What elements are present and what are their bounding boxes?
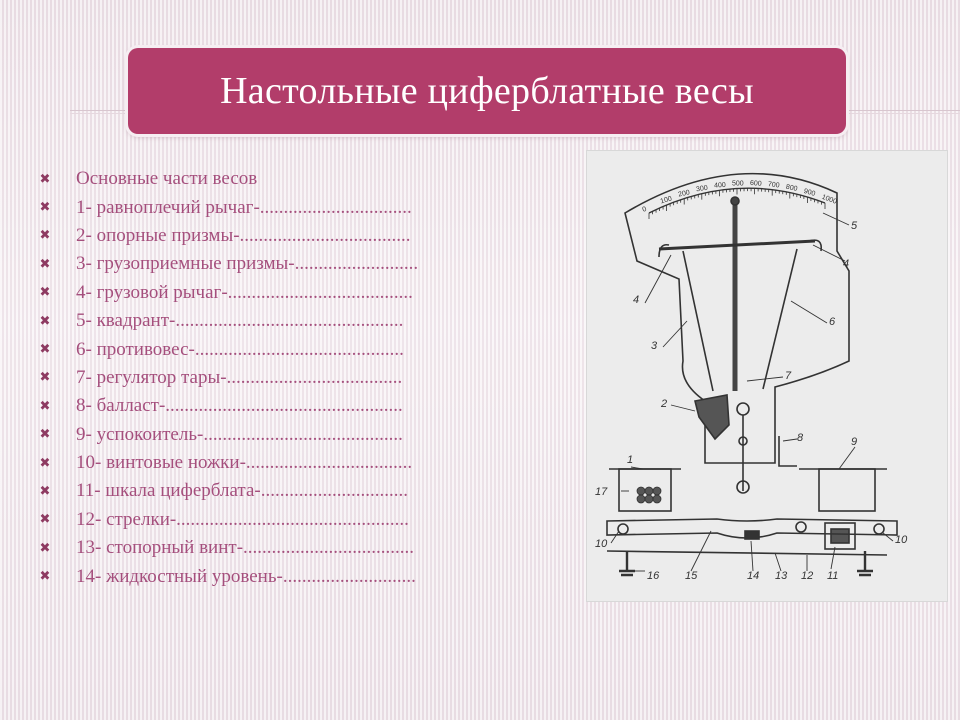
callout-16: 16 (647, 570, 660, 582)
counterweight (695, 395, 729, 439)
level-indicator (745, 531, 759, 539)
list-item (38, 449, 568, 477)
base-bottom (607, 551, 887, 555)
callout-11: 11 (827, 570, 839, 582)
callout-4-right: 4 (843, 258, 850, 270)
bullet-x-icon: ✖ (39, 171, 51, 187)
list-item-text: 13- стопорный винт-.................................... (76, 537, 415, 559)
list-item-text: 10- винтовые ножки-................................... (76, 452, 413, 474)
bullet-x-icon: ✖ (39, 228, 51, 244)
bullet-x-icon: ✖ (39, 483, 51, 499)
scale-label: 500 (732, 180, 744, 188)
slide-title: Настольные циферблатные весы (220, 70, 754, 112)
list-item-text: 5- квадрант-................................................ (76, 310, 404, 332)
list-item (38, 477, 568, 505)
list-item (38, 335, 568, 363)
list-item (38, 562, 568, 590)
callout-10-left: 10 (595, 538, 608, 550)
bullet-x-icon: ✖ (39, 200, 51, 216)
callout-6: 6 (829, 316, 836, 328)
parts-list (38, 165, 568, 591)
list-item (38, 506, 568, 534)
list-item-text: 4- грузовой рычаг-....................................... (76, 281, 413, 303)
list-item (38, 279, 568, 307)
bullet-x-icon: ✖ (39, 313, 51, 329)
list-item (38, 165, 568, 193)
list-item-text: 14- жидкостный уровень-............................ (76, 565, 416, 587)
callout-2: 2 (661, 398, 668, 410)
callout-14: 14 (747, 570, 760, 582)
callout-15: 15 (685, 570, 698, 582)
scale-label: 300 (695, 184, 709, 194)
list-item (38, 222, 568, 250)
callout-9: 9 (851, 436, 858, 448)
callout-10-right: 10 (895, 534, 908, 546)
scale-diagram-drawing (587, 151, 947, 601)
scale-label: 600 (749, 179, 762, 188)
scale-label: 1000 (820, 193, 838, 206)
scale-label: 800 (785, 183, 799, 193)
callout-8: 8 (797, 432, 804, 444)
scale-label: 0 (641, 205, 648, 214)
callout-17: 17 (595, 486, 608, 498)
bullet-x-icon: ✖ (39, 342, 51, 358)
bullet-x-icon: ✖ (39, 455, 51, 471)
pivot-left (618, 524, 628, 534)
pivot-mid-right (796, 522, 806, 532)
callout-numbers (595, 220, 908, 582)
bullet-x-icon: ✖ (39, 569, 51, 585)
scale-label: 700 (767, 181, 780, 190)
bullet-x-icon: ✖ (39, 427, 51, 443)
list-item-text: 12- стрелки-................................................. (76, 508, 409, 530)
list-item-text: 3- грузоприемные призмы-.......................... (76, 253, 419, 275)
callout-1: 1 (627, 454, 634, 466)
pivot-right (874, 524, 884, 534)
scale-label: 400 (713, 181, 727, 190)
bullet-x-icon: ✖ (39, 512, 51, 528)
list-item (38, 421, 568, 449)
leader-lines (611, 213, 893, 571)
tare-regulator-core (831, 529, 849, 543)
title-banner (128, 48, 846, 134)
list-item-text: 8- балласт-.................................................. (76, 395, 403, 417)
callout-13: 13 (775, 570, 788, 582)
callout-12: 12 (801, 570, 814, 582)
callout-7: 7 (785, 370, 792, 382)
callout-4-left: 4 (633, 294, 640, 306)
bullet-x-icon: ✖ (39, 256, 51, 272)
scale-label: 900 (802, 187, 817, 198)
list-item-text: 11- шкала циферблата-............................... (76, 480, 408, 502)
list-item (38, 392, 568, 420)
list-item (38, 250, 568, 278)
bullet-x-icon: ✖ (39, 285, 51, 301)
list-item (38, 307, 568, 335)
callout-3: 3 (651, 340, 658, 352)
list-item-text: 6- противовес-............................................ (76, 338, 404, 360)
weights-stack (637, 487, 661, 503)
list-item-text: 7- регулятор тары-..................................... (76, 366, 403, 388)
bullet-x-icon: ✖ (39, 540, 51, 556)
foot-left (619, 551, 635, 575)
scale-label: 100 (659, 195, 673, 206)
scale-diagram (586, 150, 948, 602)
list-item (38, 534, 568, 562)
list-item-text: 9- успокоитель-.......................................... (76, 423, 403, 445)
bullet-x-icon: ✖ (39, 398, 51, 414)
list-item-text: Основные части весов (76, 168, 258, 190)
list-item-text: 1- равноплечий рычаг-................................ (76, 196, 412, 218)
callout-5: 5 (851, 220, 858, 232)
pointer-pivot (731, 197, 739, 205)
list-item (38, 193, 568, 221)
rod-right (763, 249, 797, 389)
lever-hook-left (659, 245, 669, 257)
scale-label: 200 (677, 189, 691, 199)
list-item-text: 2- опорные призмы-.................................... (76, 224, 411, 246)
damper-ring (737, 403, 749, 415)
list-item (38, 364, 568, 392)
right-housing (819, 469, 875, 511)
bullet-x-icon: ✖ (39, 370, 51, 386)
rod-left (683, 251, 713, 391)
